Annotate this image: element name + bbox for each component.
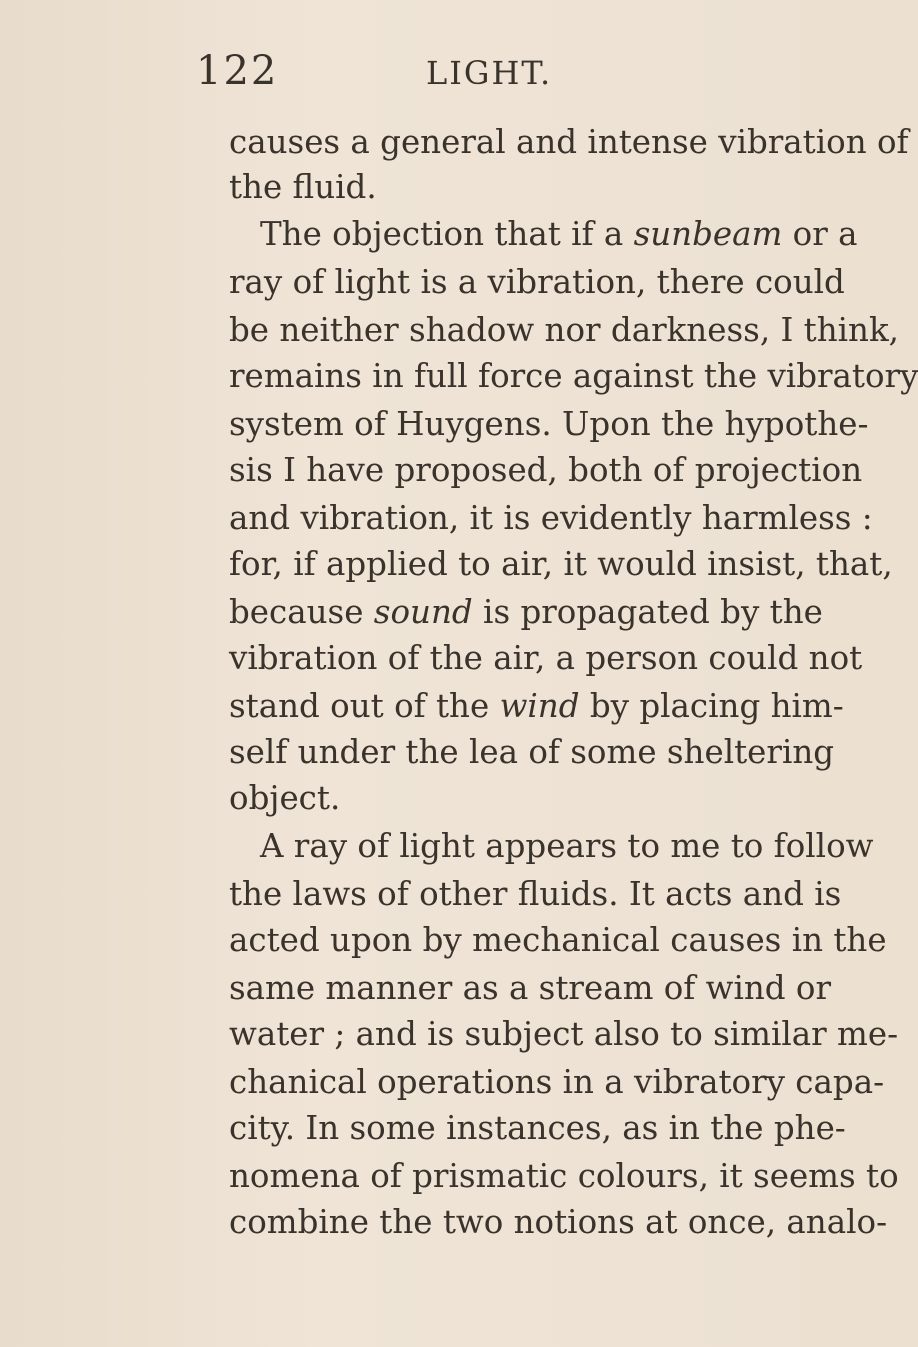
text-line: The objection that if a sunbeam or a <box>260 215 858 253</box>
text-line: sis I have proposed, both of projection <box>229 451 863 489</box>
text-line: system of Huygens. Upon the hypothe- <box>229 405 869 443</box>
text-line: remains in full force against the vibratory <box>229 357 918 395</box>
text-line: and vibration, it is evidently harmless : <box>229 499 873 537</box>
text-line: same manner as a stream of wind or <box>229 969 832 1007</box>
text-line: for, if applied to air, it would insist, that, <box>229 545 893 583</box>
text-line: causes a general and intense vibration of <box>229 123 909 161</box>
text-line: because sound is propagated by the <box>229 593 823 631</box>
text-line: the fluid. <box>229 168 377 206</box>
text-line: combine the two notions at once, analo- <box>229 1203 888 1241</box>
text-line: water ; and is subject also to similar me- <box>229 1015 899 1053</box>
text-line: stand out of the wind by placing him- <box>229 687 844 725</box>
text-line: vibration of the air, a person could not <box>229 639 863 677</box>
text-line: A ray of light appears to me to follow <box>260 827 874 865</box>
text-line: city. In some instances, as in the phe- <box>229 1109 846 1147</box>
text-line: acted upon by mechanical causes in the <box>229 921 887 959</box>
text-line: self under the lea of some sheltering <box>229 733 835 771</box>
text-line: ray of light is a vibration, there could <box>229 263 845 301</box>
page-number: 122 <box>196 48 279 94</box>
text-line: nomena of prismatic colours, it seems to <box>229 1157 899 1195</box>
running-head: LIGHT. <box>426 54 553 92</box>
text-line: the laws of other fluids. It acts and is <box>229 875 842 913</box>
page-header <box>196 48 756 98</box>
text-line: object. <box>229 779 341 817</box>
text-line: be neither shadow nor darkness, I think, <box>229 311 899 349</box>
text-line: chanical operations in a vibratory capa- <box>229 1063 885 1101</box>
